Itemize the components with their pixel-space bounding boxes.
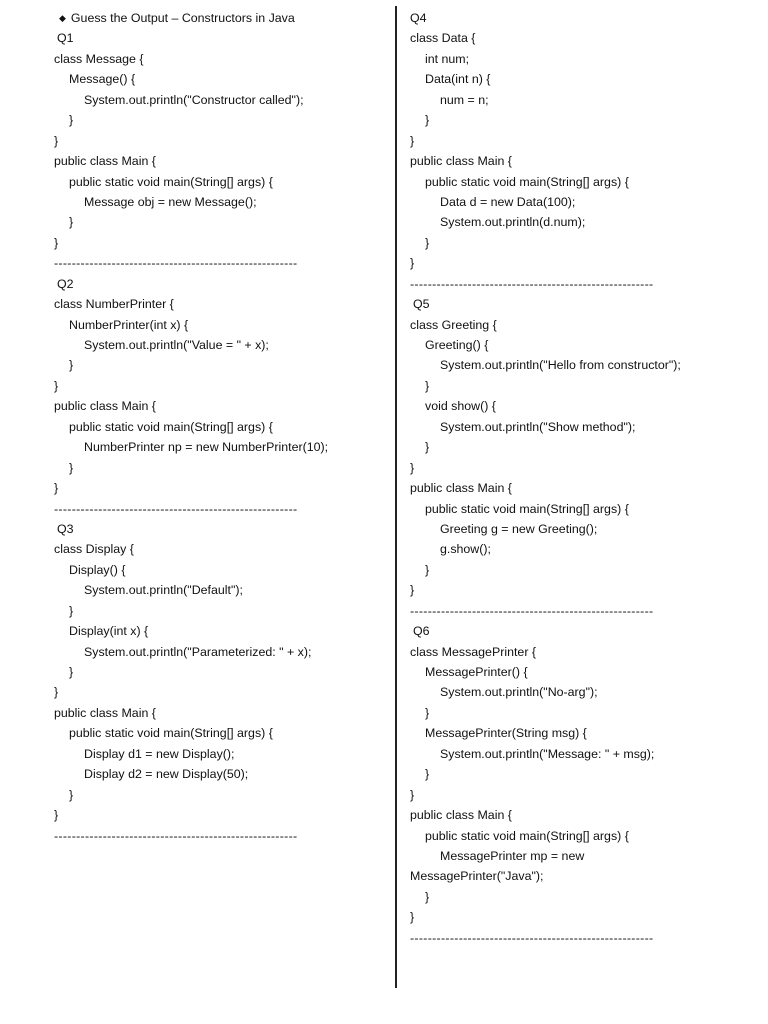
code-line: class Data { [410, 31, 476, 46]
code-line: System.out.println("No-arg"); [440, 685, 598, 700]
code-line: class NumberPrinter { [54, 297, 174, 312]
left-column [54, 8, 384, 846]
code-line: public static void main(String[] args) { [69, 419, 273, 434]
code-line: MessagePrinter() { [425, 665, 528, 679]
code-line: } [410, 583, 415, 598]
separator-line: ------------------------------------------------------- [54, 256, 298, 271]
code-line: System.out.println("Default"); [84, 583, 243, 598]
code-line: NumberPrinter np = new NumberPrinter(10); [84, 440, 329, 455]
code-line: } [69, 460, 74, 475]
diamond-bullet-icon: ◆ [59, 13, 66, 23]
code-line: Display d1 = new Display(); [84, 746, 235, 761]
column-divider [395, 6, 397, 988]
code-line: public static void main(String[] args) { [425, 501, 629, 516]
code-line: } [54, 808, 59, 823]
separator-line: ------------------------------------------------------- [410, 930, 654, 945]
code-line: } [54, 235, 59, 250]
code-line: MessagePrinter("Java"); [410, 869, 544, 884]
code-line: System.out.println("Message: " + msg); [440, 746, 655, 761]
code-line: public static void main(String[] args) { [425, 828, 629, 843]
code-line: } [410, 460, 415, 475]
heading-text: Guess the Output – Constructors in Java [70, 11, 295, 25]
code-line: int num; [425, 51, 470, 66]
code-line: System.out.println("Show method"); [440, 419, 636, 434]
code-line: void show() { [425, 399, 496, 414]
code-line: } [69, 603, 74, 618]
question-label-q1: Q1 [57, 31, 74, 46]
code-line: } [69, 665, 74, 679]
code-line: } [410, 256, 415, 271]
question-label-q2: Q2 [57, 276, 74, 291]
code-line: } [54, 378, 59, 393]
code-line: } [425, 440, 430, 455]
code-line: Data d = new Data(100); [440, 194, 576, 209]
code-line: } [69, 787, 74, 802]
code-line: System.out.println("Constructor called"); [84, 92, 304, 107]
code-line: class Display { [54, 542, 134, 557]
code-line: } [54, 481, 59, 496]
worksheet-heading [54, 8, 384, 28]
code-line: } [69, 113, 74, 128]
code-line: } [69, 215, 74, 230]
code-line: } [425, 889, 430, 904]
separator-line: ------------------------------------------------------- [410, 276, 654, 291]
code-line: public class Main { [54, 705, 156, 720]
code-line: Message() { [69, 72, 136, 87]
code-line: class MessagePrinter { [410, 644, 537, 659]
code-line: } [425, 235, 430, 250]
code-line: } [410, 787, 415, 802]
code-line: Message obj = new Message(); [84, 194, 257, 209]
separator-line: ------------------------------------------------------- [54, 828, 298, 843]
code-line: } [410, 910, 415, 925]
separator-line: ------------------------------------------------------- [410, 603, 654, 618]
separator-line: ------------------------------------------------------- [54, 501, 298, 516]
code-line: g.show(); [440, 542, 491, 557]
code-line: public static void main(String[] args) { [69, 174, 273, 189]
code-line: Display d2 = new Display(50); [84, 767, 249, 782]
code-line: System.out.println("Parameterized: " + x); [84, 644, 312, 659]
right-column [410, 8, 755, 948]
code-line: public class Main { [54, 154, 156, 169]
code-line: MessagePrinter(String msg) { [425, 726, 587, 741]
code-line: Data(int n) { [425, 72, 491, 87]
code-line: System.out.println("Value = " + x); [84, 338, 269, 352]
code-line: } [54, 685, 59, 700]
code-line: } [54, 133, 59, 148]
question-label-q5: Q5 [413, 297, 430, 312]
code-line: Display(int x) { [69, 624, 149, 639]
code-line: } [425, 767, 430, 782]
code-line: } [425, 378, 430, 393]
question-label-q4: Q4 [410, 11, 427, 25]
code-line: public class Main { [410, 154, 512, 169]
code-line: System.out.println("Hello from constructor"); [440, 358, 681, 373]
code-line: Display() { [69, 562, 126, 577]
code-line: } [69, 358, 74, 373]
code-line: NumberPrinter(int x) { [69, 317, 189, 332]
code-line: class Message { [54, 51, 144, 66]
code-line: } [425, 705, 430, 720]
code-line: MessagePrinter mp = new [440, 848, 585, 863]
code-line: public class Main { [54, 399, 156, 414]
code-line: } [410, 133, 415, 148]
code-line: public static void main(String[] args) { [425, 174, 629, 189]
code-line: } [425, 562, 430, 577]
code-line: public class Main { [410, 481, 512, 496]
code-line: num = n; [440, 92, 489, 107]
question-label-q6: Q6 [413, 624, 430, 639]
code-line: } [425, 113, 430, 128]
code-line: public static void main(String[] args) { [69, 726, 273, 741]
code-line: class Greeting { [410, 317, 497, 332]
question-label-q3: Q3 [57, 521, 74, 536]
code-line: Greeting() { [425, 338, 489, 352]
code-line: public class Main { [410, 808, 512, 823]
code-line: Greeting g = new Greeting(); [440, 521, 598, 536]
code-line: System.out.println(d.num); [440, 215, 586, 230]
